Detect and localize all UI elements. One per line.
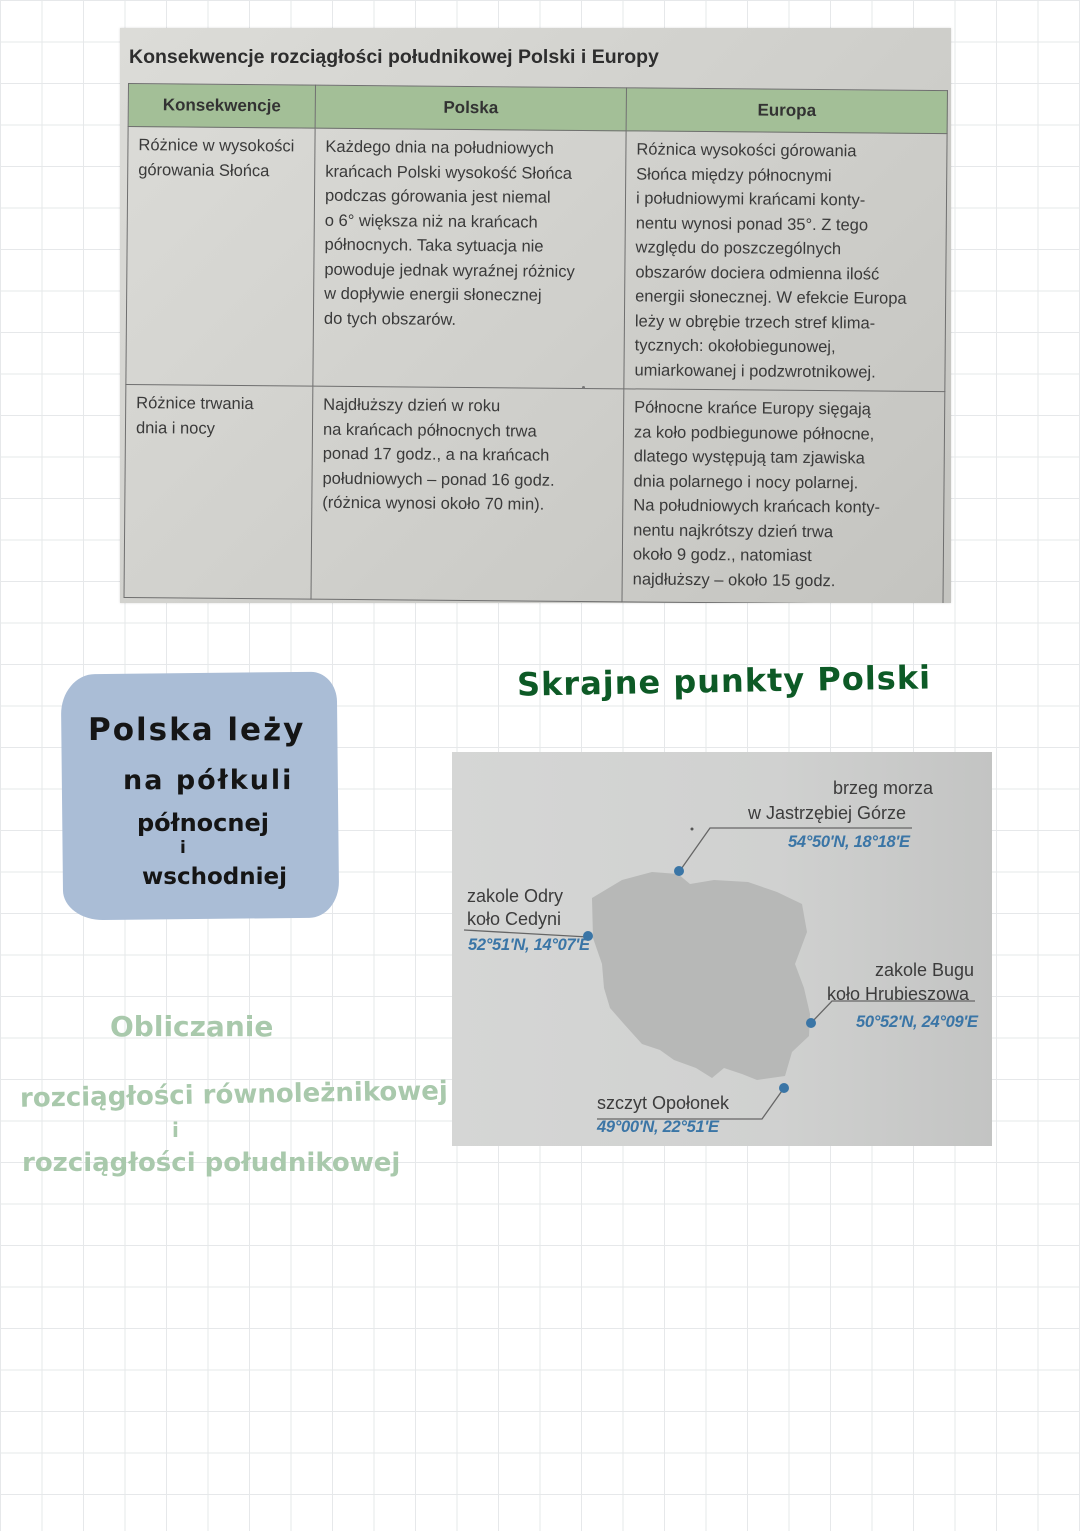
east-point-label: zakole Bugu <box>875 960 975 980</box>
cell-line: Północne krańce Europy sięgają <box>634 398 871 419</box>
poland-shape <box>592 872 810 1080</box>
poland-map <box>452 752 992 1146</box>
south-point-coords: 49°00'N, 22°51'E <box>597 1118 719 1136</box>
cell-line: nentu wynosi ponad 35°. Z tego <box>635 213 869 234</box>
table-row <box>126 127 947 392</box>
cell-line: Słońca między północnymi <box>636 164 832 185</box>
cell-line: względu do poszczególnych <box>635 238 842 259</box>
cell-line: Najdłuższy dzień w roku <box>323 395 501 416</box>
page-heading: Skrajne punkty Polski <box>516 658 932 704</box>
header-konsekwencje: Konsekwencje <box>128 84 315 129</box>
consequences-table <box>124 83 948 603</box>
cell-europa <box>624 131 947 392</box>
green-line: rozciągłości południkowej <box>22 1148 401 1178</box>
green-line: rozciągłości równoleżnikowej <box>19 1076 449 1114</box>
point-south-dot <box>779 1083 789 1093</box>
table-photo <box>120 28 951 603</box>
cell-line: (różnica wynosi około 70 min). <box>322 493 545 514</box>
cell-line: dnia polarnego i nocy polarnej. <box>633 471 859 492</box>
note-line: na półkuli <box>123 765 294 796</box>
east-point-label: koło Hrubieszowa <box>827 984 970 1004</box>
note-line: wschodniej <box>142 864 287 890</box>
cell-line: południowych – ponad 16 godz. <box>322 469 555 490</box>
north-point-coords: 54°50'N, 18°18'E <box>788 833 910 851</box>
green-heading: Obliczanie <box>110 1010 274 1043</box>
header-europa: Europa <box>626 88 947 134</box>
cell-line: najdłuższy – około 15 godz. <box>632 569 836 590</box>
cell-polska <box>311 386 624 602</box>
cell-line: umiarkowanej i podzwrotnikowej. <box>634 360 876 382</box>
map-speck <box>691 828 694 831</box>
cell-line: za koło podbiegunowe północne, <box>633 422 875 444</box>
print-speck <box>582 386 585 389</box>
cell-consequence <box>124 384 313 599</box>
cell-line: górowania Słońca <box>138 160 270 180</box>
west-point-label: zakole Odry <box>467 886 564 906</box>
cell-line: leży w obrębie trzech stref klima- <box>634 311 876 333</box>
cell-line: północnych. Taka sytuacja nie <box>324 235 544 256</box>
header-polska: Polska <box>315 85 626 131</box>
cell-line: nentu najkrótszy dzień trwa <box>633 520 834 541</box>
cell-line: na krańcach północnych trwa <box>322 420 537 441</box>
note-line: Polska leży <box>88 712 306 748</box>
cell-line: o 6° większa niż na krańcach <box>324 211 538 232</box>
cell-line: Różnice trwania <box>136 394 254 414</box>
cell-line: tycznych: okołobiegunowej, <box>634 336 836 357</box>
cell-line: około 9 godz., natomiast <box>632 545 812 565</box>
cell-line: i południowymi krańcami konty- <box>635 189 866 210</box>
cell-line: Różnica wysokości górowania <box>636 140 857 161</box>
west-point-label: koło Cedyni <box>467 909 562 929</box>
east-point-coords: 50°52'N, 24°09'E <box>856 1013 978 1031</box>
cell-line: krańcach Polski wysokość Słońca <box>325 162 572 183</box>
cell-line: obszarów dociera odmienna ilość <box>635 262 880 284</box>
table-header-row <box>128 84 947 134</box>
table-row <box>124 384 945 603</box>
cell-line: dlatego występują tam zjawiska <box>633 447 865 468</box>
note-line: i <box>180 838 186 858</box>
north-point-label: brzeg morza <box>833 778 934 798</box>
north-point-label: w Jastrzębiej Górze <box>748 803 907 823</box>
cell-europa <box>622 389 945 603</box>
cell-line: Każdego dnia na południowych <box>325 137 554 158</box>
cell-line: Różnice w wysokości <box>138 136 295 156</box>
cell-line: Na południowych krańcach konty- <box>633 496 881 517</box>
green-line: i <box>172 1118 179 1142</box>
point-east-dot <box>806 1018 816 1028</box>
note-line: północnej <box>137 809 269 837</box>
cell-line: dnia i nocy <box>135 418 215 438</box>
cell-polska <box>313 128 626 389</box>
cell-line: w dopływie energii słonecznej <box>324 284 542 305</box>
cell-line: do tych obszarów. <box>323 309 457 329</box>
cell-line: energii słonecznej. W efekcie Europa <box>635 287 907 308</box>
cell-consequence <box>126 127 315 387</box>
point-north-dot <box>674 866 684 876</box>
table-title: Konsekwencje rozciągłości południkowej Polski i Europy <box>129 46 659 68</box>
cell-line: powoduje jednak wyraźnej różnicy <box>324 260 575 281</box>
south-point-label: szczyt Opołonek <box>597 1093 730 1113</box>
cell-line: ponad 17 godz., a na krańcach <box>322 444 550 465</box>
cell-line: podczas górowania jest niemal <box>324 186 551 207</box>
west-point-coords: 52°51'N, 14°07'E <box>468 936 590 954</box>
